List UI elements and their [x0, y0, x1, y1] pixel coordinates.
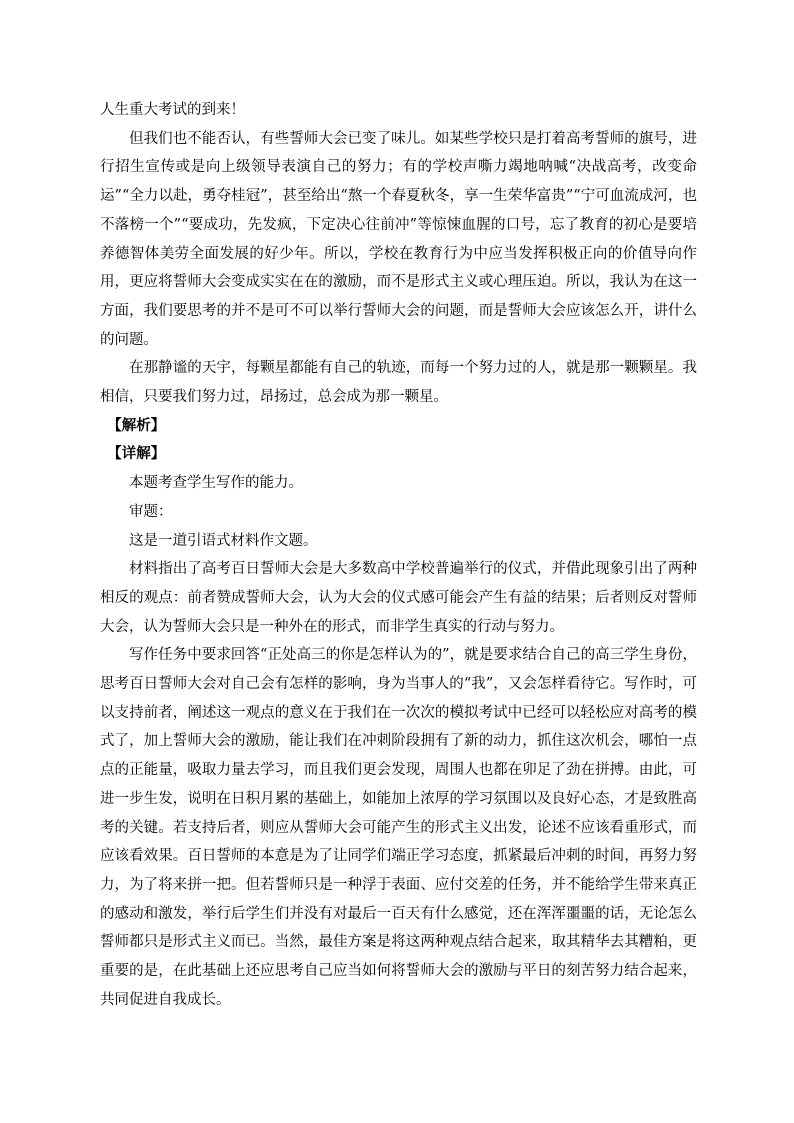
document-page — [100, 96, 697, 1015]
paragraph-conclusion: 在那静谧的天宇，每颗星都能有自己的轨迹，而每一个努力过的人，就是那一颗颗星。我相信，只要我们努力过，昂扬过，总会成为那一颗星。 — [100, 360, 697, 406]
paragraph-writing-guidance: 写作任务中要求回答“正处高三的你是怎样认为的”，就是要求结合自己的高三学生身份，思考百日誓师大会对自己会有怎样的影响，身为当事人的“我”，又会怎样看待它。写作时，可以支持前者，阐述这一观点的意义在于我们在一次次的模拟考试中已经可以轻松应对高考的模式了，加上誓师大会的激励，能让我们在冲刺阶段拥有了新的动力，抓住这次机会，哪怕一点点的正能量，吸取力量去学习，而且我们更会发现，周围人也都在卯足了劲在拼搏。由此，可进一步生发，说明在日积月累的基础上，如能加上浓厚的学习氛围以及良好心态，才是致胜高考的关键。若支持后者，则应从誓师大会可能产生的形式主义出发，论述不应该看重形式，而应该看效果。百日誓师的本意是为了让同学们端正学习态度，抓紧最后冲刺的时间，再努力努力，为了将来拼一把。但若誓师只是一种浮于表面、应付交差的任务，并不能给学生带来真正的感动和激发，举行后学生们并没有对最后一百天有什么感觉，还在浑浑噩噩的话，无论怎么誓师都只是形式主义而已。当然，最佳方案是将这两种观点结合起来，取其精华去其糟粕，更重要的是，在此基础上还应思考自己应当如何将誓师大会的激励与平日的刻苦努力结合起来，共同促进自我成长。 — [100, 647, 697, 1008]
paragraph-task-summary: 本题考查学生写作的能力。 — [129, 475, 303, 492]
paragraph-material-analysis: 材料指出了高考百日誓师大会是大多数高中学校普遍举行的仪式，并借此现象引出了两种相反的观点：前者赞成誓师大会，认为大会的仪式感可能会产生有益的结果；后者则反对誓师大会，认为誓师大会只是一种外在的形式，而非学生真实的行动与努力。 — [100, 561, 697, 635]
paragraph-review-label: 审题： — [129, 503, 173, 520]
paragraph-rally-criticism: 但我们也不能否认，有些誓师大会已变了味儿。如某些学校只是打着高考誓师的旗号，进行招生宣传或是向上级领导表演自己的努力；有的学校声嘶力竭地呐喊“决战高考，改变命运”“全力以赴，勇夺桂冠”，甚至给出“熬一个春夏秋冬，享一生荣华富贵”“宁可血流成河，也不落榜一个”“要成功，先发疯，下定决心往前冲”等惊悚血腥的口号，忘了教育的初心是要培养德智体美劳全面发展的好少年。所以，学校在教育行为中应当发挥积极正向的价值导向作用，更应将誓师大会变成实实在在的激励，而不是形式主义或心理压迫。所以，我认为在这一方面，我们要思考的并不是可不可以举行誓师大会的问题，而是誓师大会应该怎么开，讲什么的问题。 — [100, 130, 697, 348]
section-heading-analysis: 【解析】 — [107, 416, 166, 434]
paragraph-question-type: 这是一道引语式材料作文题。 — [129, 532, 318, 549]
section-heading-details: 【详解】 — [107, 445, 166, 463]
paragraph-continuation: 人生重大考试的到来！ — [100, 102, 245, 118]
